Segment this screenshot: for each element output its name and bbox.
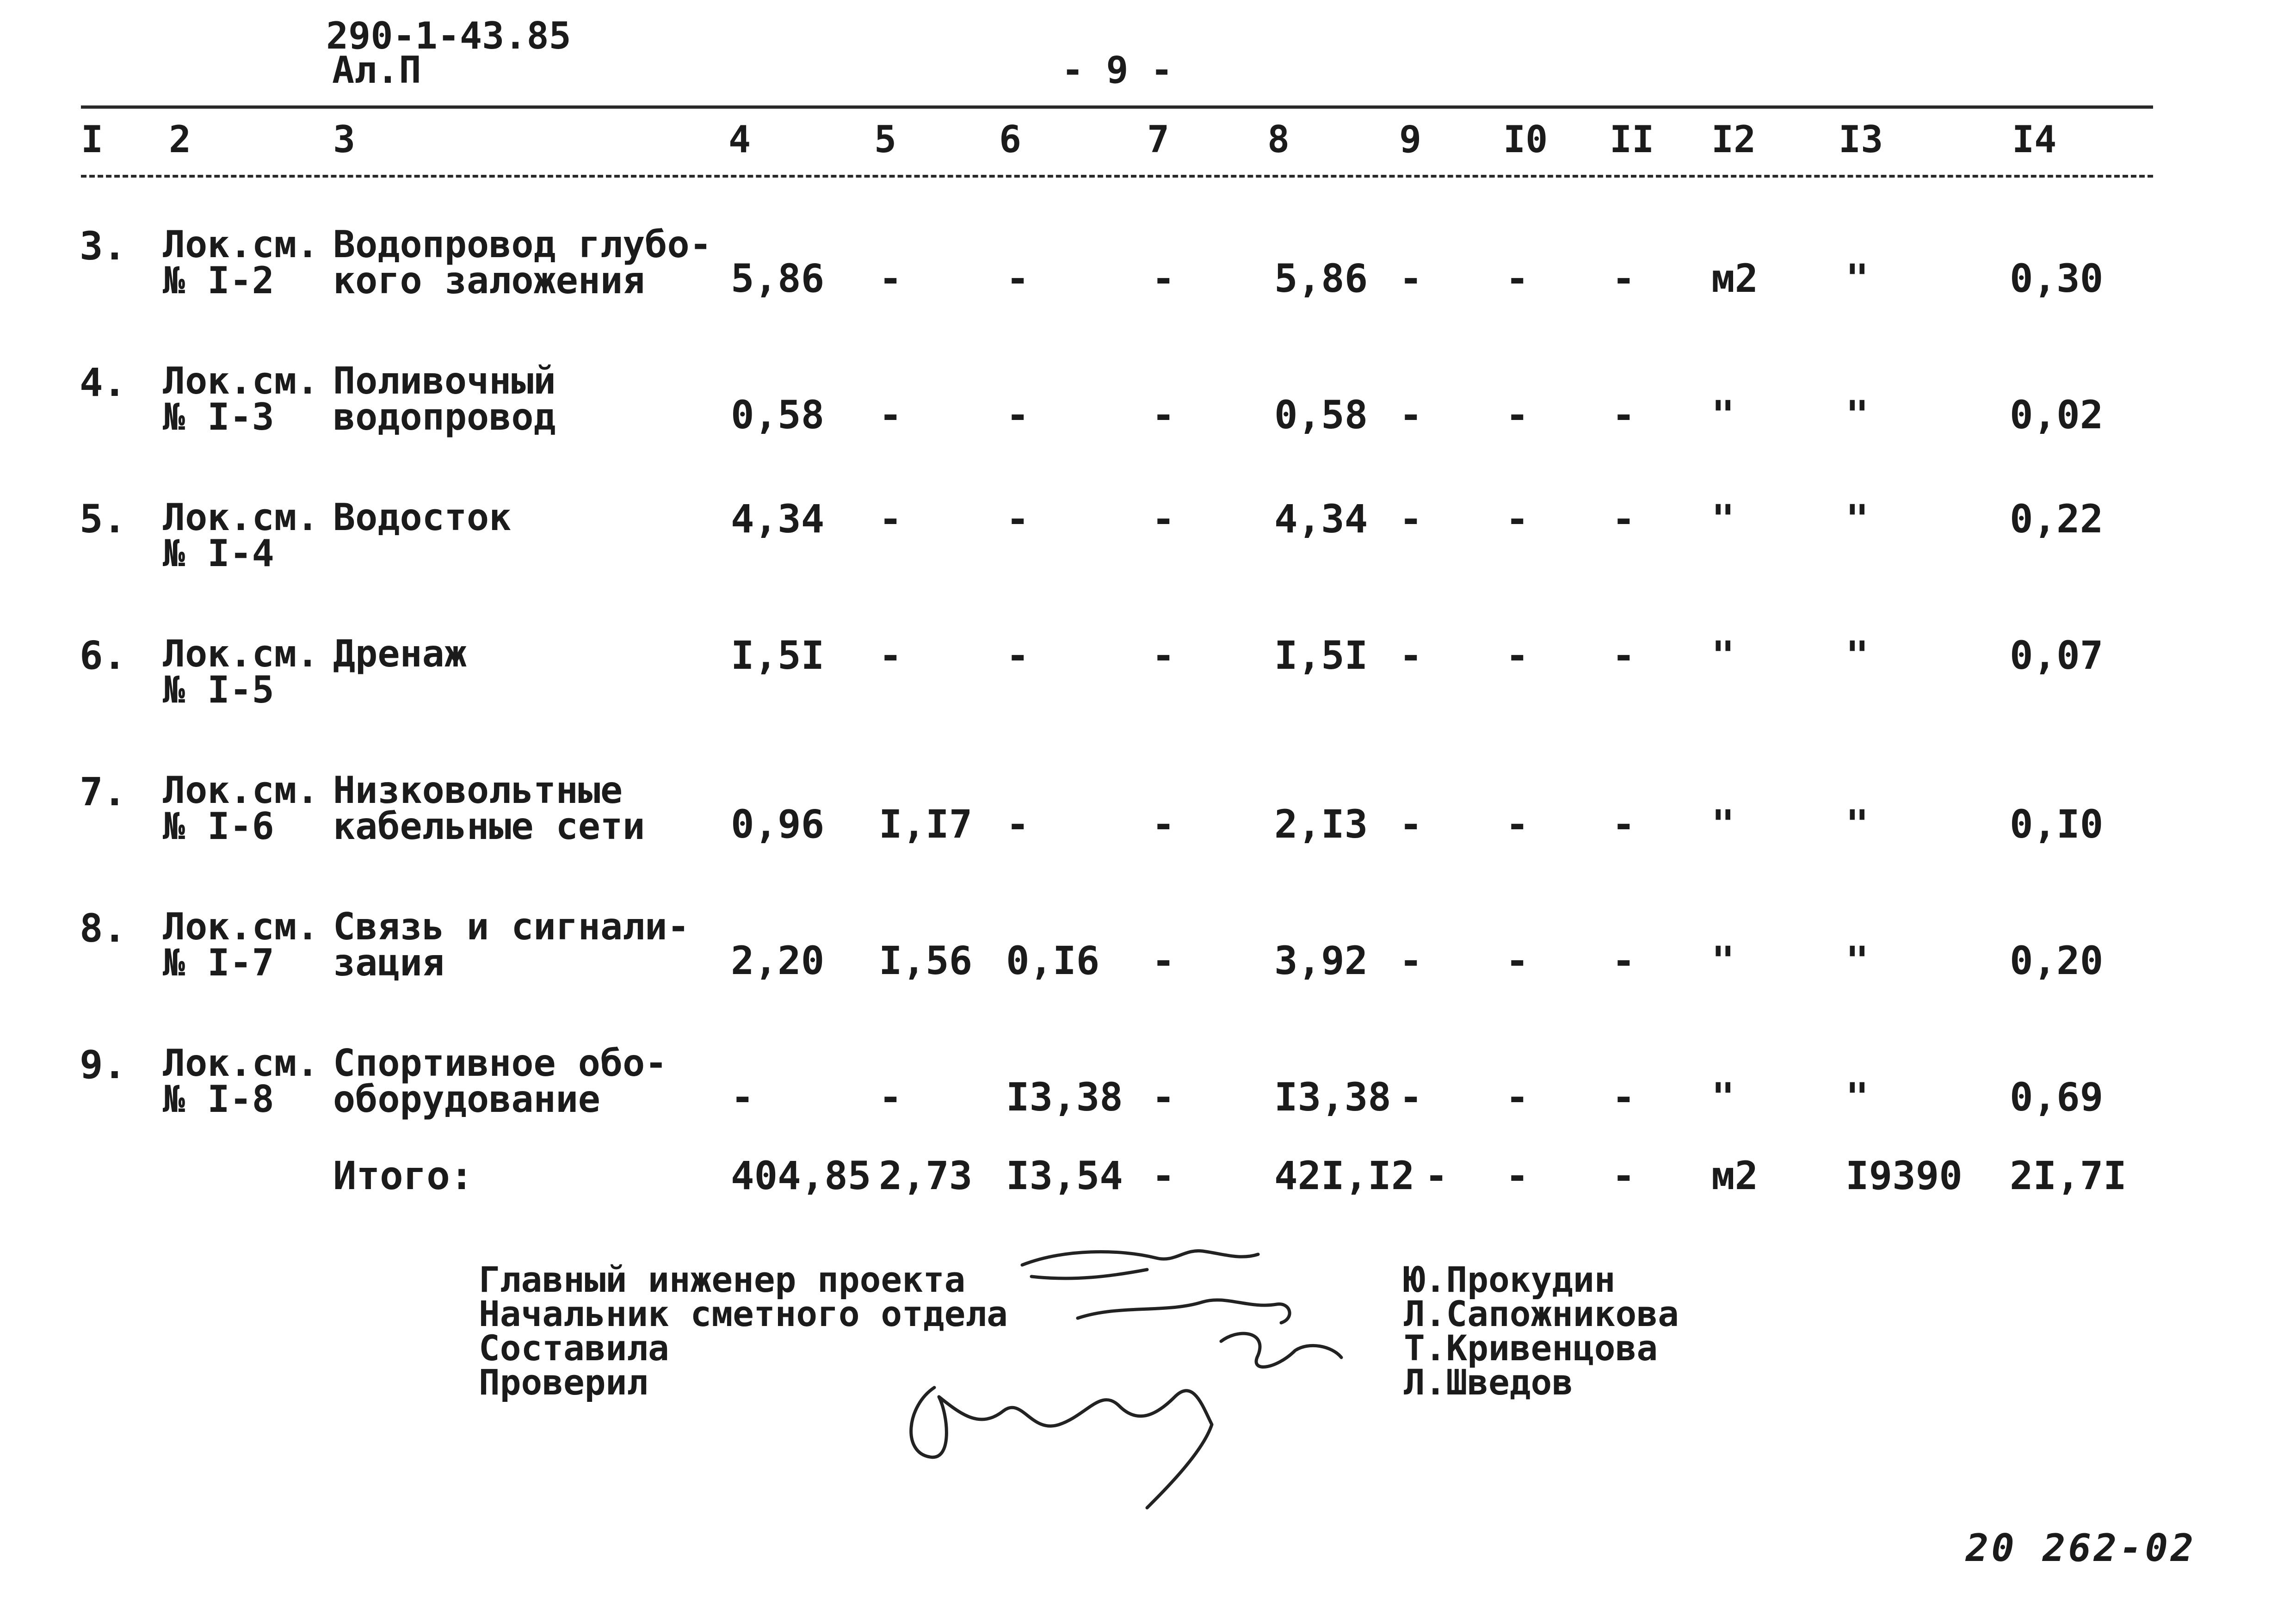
cell-c12: " bbox=[1711, 802, 1735, 847]
cell-c7: - bbox=[1152, 633, 1175, 678]
document-code: 290-1-43.85 bbox=[326, 14, 571, 57]
work-name-line2: кого заложения bbox=[333, 259, 645, 302]
column-number-12: I2 bbox=[1711, 118, 1756, 161]
total-col-13: I9390 bbox=[1845, 1153, 1963, 1198]
estimate-ref-number: № I-4 bbox=[163, 532, 274, 575]
role-compiled-by: Составила bbox=[479, 1327, 669, 1369]
sheet-label: Ал.П bbox=[332, 49, 421, 92]
work-name-line1: Связь и сигнали- bbox=[333, 905, 690, 948]
cell-c11: - bbox=[1612, 633, 1636, 678]
column-number-1: I bbox=[81, 118, 104, 161]
total-label: Итого: bbox=[333, 1153, 474, 1198]
cell-c12: м2 bbox=[1711, 256, 1759, 301]
cell-c12: " bbox=[1711, 392, 1735, 438]
cell-c7: - bbox=[1152, 802, 1175, 847]
cell-c5: - bbox=[879, 256, 902, 301]
role-chief-engineer: Главный инженер проекта bbox=[479, 1259, 966, 1300]
page-number: - 9 - bbox=[1062, 49, 1173, 92]
estimate-ref: Лок.см. bbox=[163, 496, 319, 539]
cell-c4: 4,34 bbox=[731, 496, 825, 542]
cell-c5: I,I7 bbox=[879, 802, 973, 847]
cell-c10: - bbox=[1506, 633, 1529, 678]
cell-c10: - bbox=[1506, 256, 1529, 301]
signature-checked-by bbox=[911, 1388, 1212, 1508]
cell-c14: 0,30 bbox=[2010, 256, 2104, 301]
name-compiled-by: Т.Кривенцова bbox=[1404, 1327, 1658, 1369]
estimate-ref: Лок.см. bbox=[163, 769, 319, 812]
cell-c6: - bbox=[1006, 802, 1030, 847]
archive-number: 20 262-02 bbox=[1966, 1526, 2197, 1570]
cell-c9: - bbox=[1399, 633, 1423, 678]
column-number-8: 8 bbox=[1267, 118, 1290, 161]
column-number-6: 6 bbox=[999, 118, 1022, 161]
column-number-11: II bbox=[1610, 118, 1654, 161]
cell-c4: 0,58 bbox=[731, 392, 825, 438]
work-name-line1: Поливочный bbox=[333, 359, 556, 402]
column-number-7: 7 bbox=[1147, 118, 1170, 161]
cell-c10: - bbox=[1506, 392, 1529, 438]
signature-chief-engineer bbox=[1022, 1251, 1258, 1278]
cell-c4: - bbox=[731, 1074, 754, 1120]
cell-c10: - bbox=[1506, 1074, 1529, 1120]
cell-c6: 0,I6 bbox=[1006, 938, 1100, 983]
column-number-10: I0 bbox=[1503, 118, 1548, 161]
signature-estimate-head bbox=[1078, 1300, 1290, 1323]
total-col-12: м2 bbox=[1711, 1153, 1759, 1198]
column-number-14: I4 bbox=[2012, 118, 2057, 161]
cell-c9: - bbox=[1399, 392, 1423, 438]
cell-c8: 3,92 bbox=[1274, 938, 1368, 983]
cell-c10: - bbox=[1506, 496, 1529, 542]
cell-c7: - bbox=[1152, 938, 1175, 983]
role-estimate-head: Начальник сметного отдела bbox=[479, 1293, 1008, 1334]
cell-c8: 0,58 bbox=[1274, 392, 1368, 438]
total-col-8: 42I,I2 bbox=[1274, 1153, 1415, 1198]
cell-c4: 2,20 bbox=[731, 938, 825, 983]
cell-c8: 4,34 bbox=[1274, 496, 1368, 542]
estimate-ref: Лок.см. bbox=[163, 1042, 319, 1085]
row-number: 5. bbox=[80, 496, 127, 542]
cell-c7: - bbox=[1152, 392, 1175, 438]
cell-c13: " bbox=[1845, 392, 1869, 438]
cell-c7: - bbox=[1152, 496, 1175, 542]
cell-c5: - bbox=[879, 633, 902, 678]
work-name-line1: Водопровод глубо- bbox=[333, 223, 712, 266]
work-name-line2: водопровод bbox=[333, 395, 556, 438]
work-name-line2: оборудование bbox=[333, 1078, 600, 1121]
work-name-line1: Спортивное обо- bbox=[333, 1042, 667, 1085]
column-number-4: 4 bbox=[728, 118, 751, 161]
cell-c8: 5,86 bbox=[1274, 256, 1368, 301]
signature-compiled-by bbox=[1221, 1333, 1341, 1367]
row-number: 4. bbox=[80, 360, 127, 405]
cell-c12: " bbox=[1711, 633, 1735, 678]
cell-c7: - bbox=[1152, 1074, 1175, 1120]
cell-c13: " bbox=[1845, 1074, 1869, 1120]
total-col-4: 404,85 bbox=[731, 1153, 871, 1198]
estimate-ref: Лок.см. bbox=[163, 359, 319, 402]
cell-c6: - bbox=[1006, 256, 1030, 301]
cell-c6: - bbox=[1006, 633, 1030, 678]
estimate-ref-number: № I-8 bbox=[163, 1078, 274, 1121]
total-col-10: - bbox=[1506, 1153, 1529, 1198]
cell-c14: 0,07 bbox=[2010, 633, 2104, 678]
total-col-9: - bbox=[1425, 1153, 1448, 1198]
cell-c11: - bbox=[1612, 802, 1636, 847]
row-number: 6. bbox=[80, 633, 127, 678]
cell-c14: 0,22 bbox=[2010, 496, 2104, 542]
cell-c7: - bbox=[1152, 256, 1175, 301]
estimate-ref-number: № I-3 bbox=[163, 395, 274, 438]
cell-c13: " bbox=[1845, 802, 1869, 847]
cell-c5: - bbox=[879, 392, 902, 438]
row-number: 8. bbox=[80, 906, 127, 951]
cell-c9: - bbox=[1399, 256, 1423, 301]
total-col-6: I3,54 bbox=[1006, 1153, 1123, 1198]
estimate-ref-number: № I-2 bbox=[163, 259, 274, 302]
cell-c13: " bbox=[1845, 256, 1869, 301]
column-number-13: I3 bbox=[1839, 118, 1883, 161]
column-number-9: 9 bbox=[1399, 118, 1422, 161]
cell-c9: - bbox=[1399, 496, 1423, 542]
cell-c4: 5,86 bbox=[731, 256, 825, 301]
total-col-11: - bbox=[1612, 1153, 1636, 1198]
role-checked-by: Проверил bbox=[479, 1362, 648, 1403]
total-col-14: 2I,7I bbox=[2010, 1153, 2127, 1198]
cell-c9: - bbox=[1399, 802, 1423, 847]
cell-c5: - bbox=[879, 496, 902, 542]
cell-c9: - bbox=[1399, 1074, 1423, 1120]
cell-c11: - bbox=[1612, 496, 1636, 542]
work-name-line1: Водосток bbox=[333, 496, 512, 539]
cell-c12: " bbox=[1711, 1074, 1735, 1120]
cell-c11: - bbox=[1612, 1074, 1636, 1120]
column-number-5: 5 bbox=[874, 118, 897, 161]
row-number: 3. bbox=[80, 223, 127, 269]
cell-c6: I3,38 bbox=[1006, 1074, 1123, 1120]
cell-c8: I3,38 bbox=[1274, 1074, 1391, 1120]
name-chief-engineer: Ю.Прокудин bbox=[1404, 1259, 1616, 1300]
name-estimate-head: Л.Сапожникова bbox=[1404, 1293, 1679, 1334]
cell-c4: I,5I bbox=[731, 633, 825, 678]
cell-c5: - bbox=[879, 1074, 902, 1120]
cell-c8: 2,I3 bbox=[1274, 802, 1368, 847]
cell-c9: - bbox=[1399, 938, 1423, 983]
cell-c10: - bbox=[1506, 938, 1529, 983]
estimate-ref-number: № I-6 bbox=[163, 805, 274, 848]
cell-c11: - bbox=[1612, 392, 1636, 438]
total-col-5: 2,73 bbox=[879, 1153, 973, 1198]
cell-c5: I,56 bbox=[879, 938, 973, 983]
cell-c10: - bbox=[1506, 802, 1529, 847]
cell-c14: 0,20 bbox=[2010, 938, 2104, 983]
cell-c14: 0,I0 bbox=[2010, 802, 2104, 847]
row-number: 9. bbox=[80, 1042, 127, 1087]
estimate-ref: Лок.см. bbox=[163, 905, 319, 948]
cell-c13: " bbox=[1845, 633, 1869, 678]
cell-c11: - bbox=[1612, 256, 1636, 301]
row-number: 7. bbox=[80, 769, 127, 814]
cell-c13: " bbox=[1845, 496, 1869, 542]
cell-c8: I,5I bbox=[1274, 633, 1368, 678]
column-number-3: 3 bbox=[333, 118, 356, 161]
cell-c11: - bbox=[1612, 938, 1636, 983]
cell-c14: 0,02 bbox=[2010, 392, 2104, 438]
cell-c13: " bbox=[1845, 938, 1869, 983]
cell-c12: " bbox=[1711, 496, 1735, 542]
cell-c4: 0,96 bbox=[731, 802, 825, 847]
estimate-ref: Лок.см. bbox=[163, 223, 319, 266]
work-name-line1: Низковольтные bbox=[333, 769, 623, 812]
estimate-ref: Лок.см. bbox=[163, 632, 319, 675]
work-name-line2: кабельные сети bbox=[333, 805, 645, 848]
column-number-2: 2 bbox=[169, 118, 191, 161]
work-name-line2: зация bbox=[333, 941, 444, 984]
work-name-line1: Дренаж bbox=[333, 632, 467, 675]
total-col-7: - bbox=[1152, 1153, 1175, 1198]
cell-c12: " bbox=[1711, 938, 1735, 983]
cell-c6: - bbox=[1006, 496, 1030, 542]
estimate-ref-number: № I-5 bbox=[163, 668, 274, 711]
name-checked-by: Л.Шведов bbox=[1404, 1362, 1574, 1403]
cell-c6: - bbox=[1006, 392, 1030, 438]
cell-c14: 0,69 bbox=[2010, 1074, 2104, 1120]
estimate-ref-number: № I-7 bbox=[163, 941, 274, 984]
